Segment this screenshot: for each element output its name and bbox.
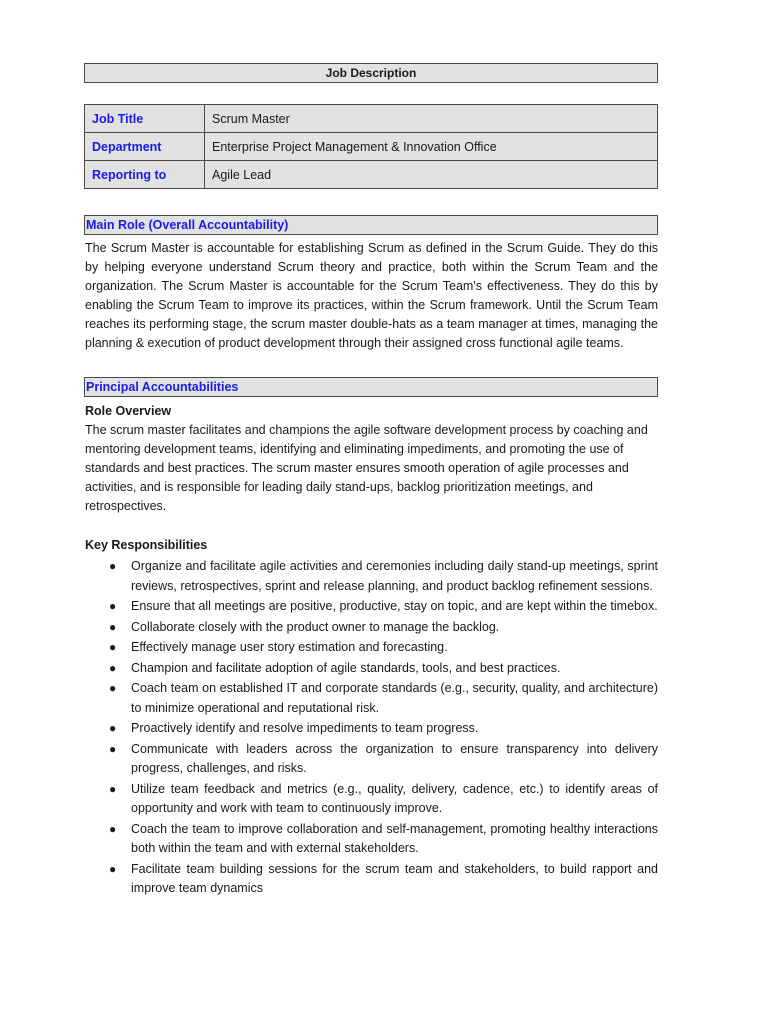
reporting-to-label: Reporting to bbox=[85, 161, 205, 189]
list-item: ● Coach team on established IT and corporate standards (e.g., security, quality, and architecture) to minimize operational and reputational risk. bbox=[109, 681, 658, 715]
table-row bbox=[85, 133, 658, 161]
table-row bbox=[85, 105, 658, 133]
bullet-icon: ● bbox=[109, 660, 117, 675]
main-role-text: The Scrum Master is accountable for establishing Scrum as defined in the Scrum Guide. They do this by helping everyone understand Scrum theory and practice, both within the Scrum Team and the organization. The Scrum Master is accountable for the Scrum Team's effectiveness. They do this by enabling the Scrum Team to improve its practices, within the Scrum framework. Until the Scrum Team reaches its performing stage, the scrum master double-hats as a team manager at times, managing the planning & execution of product development through their assigned cross functional agile teams. bbox=[85, 241, 658, 350]
bullet-icon: ● bbox=[109, 599, 117, 613]
key-responsibilities-title: Key Responsibilities bbox=[85, 538, 208, 552]
list-item: ● Champion and facilitate adoption of agile standards, tools, and best practices. bbox=[84, 659, 658, 679]
list-item: ● Communicate with leaders across the organization to ensure transparency into delivery progress, challenges, and risks. bbox=[109, 741, 658, 775]
list-item: ● Collaborate closely with the product owner to manage the backlog. bbox=[84, 618, 658, 638]
bullet-icon: ● bbox=[109, 781, 117, 796]
principal-accountabilities-heading: Principal Accountabilities bbox=[84, 377, 658, 397]
bullet-icon: ● bbox=[109, 861, 117, 876]
role-overview-text: The scrum master facilitates and champions the agile software development process by coaching and mentoring development teams, identifying and eliminating impediments, and promoting the use of standards and best practices. The scrum master ensures smooth operation of agile processes and activities, and is responsible for leading daily stand-ups, backlog prioritization meetings, and retrospectives. bbox=[85, 423, 648, 513]
bullet-icon: ● bbox=[109, 559, 117, 573]
bullet-icon: ● bbox=[109, 721, 117, 735]
department-value: Enterprise Project Management & Innovation Office bbox=[205, 133, 658, 161]
responsibilities-list bbox=[84, 557, 658, 899]
list-item: ● Ensure that all meetings are positive, productive, stay on topic, and are kept within the timebox. bbox=[84, 597, 658, 617]
role-overview-title: Role Overview bbox=[85, 404, 172, 418]
job-title-value: Scrum Master bbox=[205, 105, 658, 133]
job-title-label: Job Title bbox=[85, 105, 205, 133]
list-item: ● Organize and facilitate agile activities and ceremonies including daily stand-up meetings, sprint reviews, retrospectives, sprint and release planning, and product backlog refinement sessions. bbox=[109, 559, 658, 593]
department-label: Department bbox=[85, 133, 205, 161]
table-row bbox=[85, 161, 658, 189]
list-item: ● Facilitate team building sessions for the scrum team and stakeholders, to build rapport and improve team dynamics bbox=[109, 861, 658, 895]
list-item: ● Utilize team feedback and metrics (e.g., quality, delivery, cadence, etc.) to identify areas of opportunity and work with team to continuously improve. bbox=[109, 781, 658, 815]
document-page bbox=[84, 63, 658, 900]
bullet-icon: ● bbox=[109, 681, 117, 695]
bullet-icon: ● bbox=[109, 741, 117, 756]
job-info-table bbox=[84, 104, 658, 189]
list-item: ● Coach the team to improve collaboration and self-management, promoting healthy interactions both within the team and with external stakeholders. bbox=[109, 821, 658, 855]
main-role-heading: Main Role (Overall Accountability) bbox=[84, 215, 658, 235]
list-item: ● Proactively identify and resolve impediments to team progress. bbox=[84, 719, 658, 739]
list-item: ● Effectively manage user story estimation and forecasting. bbox=[84, 638, 658, 658]
reporting-to-value: Agile Lead bbox=[205, 161, 658, 189]
bullet-icon: ● bbox=[109, 640, 117, 654]
bullet-icon: ● bbox=[109, 821, 117, 836]
bullet-icon: ● bbox=[109, 619, 117, 634]
document-title: Job Description bbox=[84, 63, 658, 83]
